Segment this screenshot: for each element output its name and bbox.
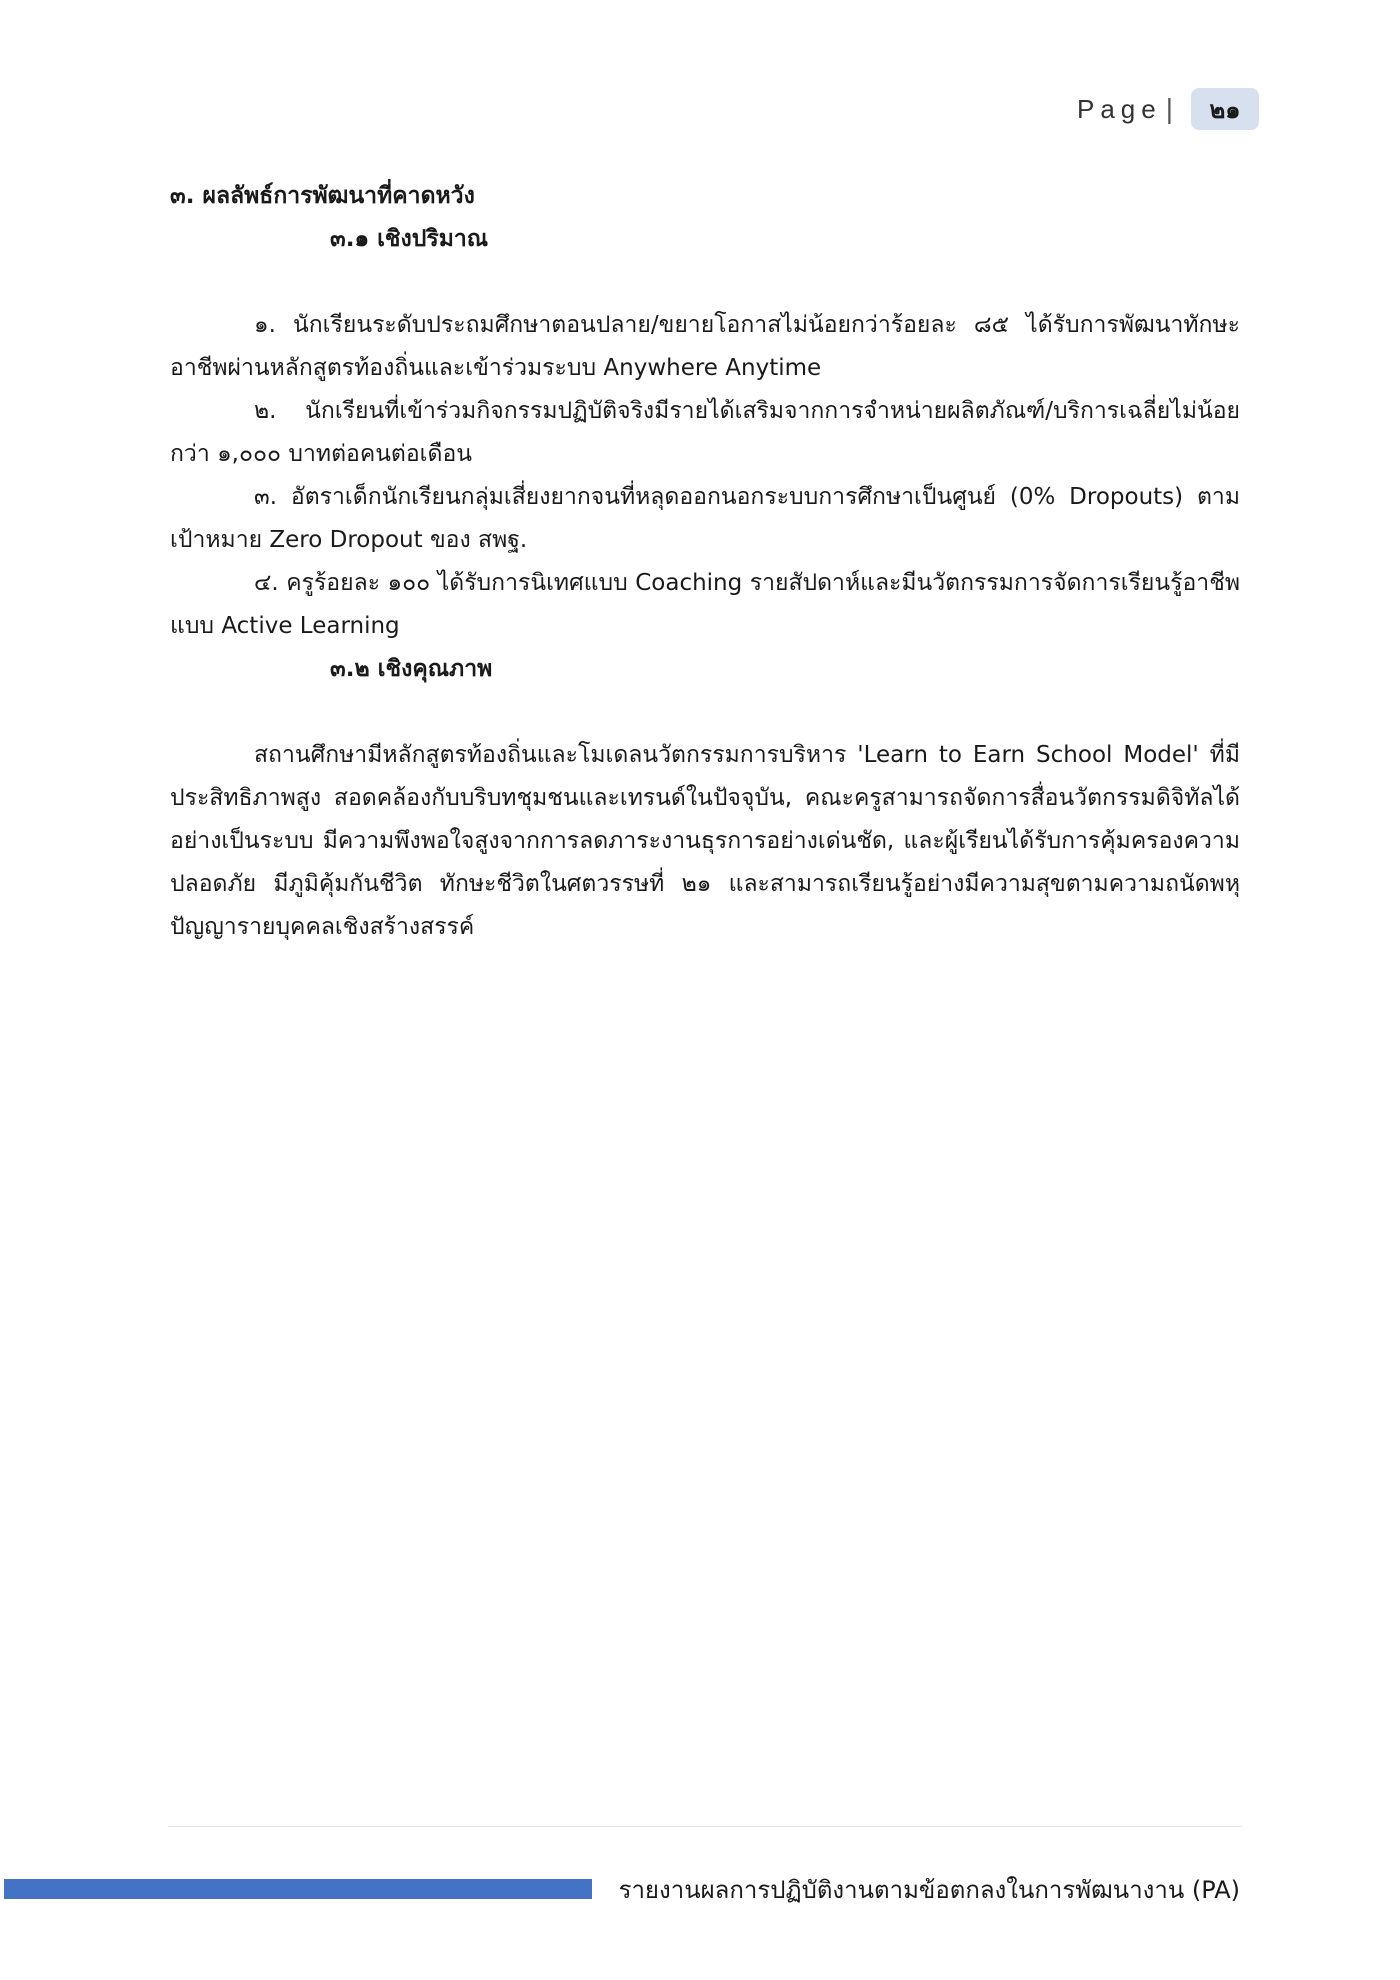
spacer bbox=[170, 691, 1240, 734]
quantitative-item-4: ๔. ครูร้อยละ ๑๐๐ ได้รับการนิเทศแบบ Coaching รายสัปดาห์และมีนวัตกรรมการจัดการเรียนรู้อาชีพแบบ Active Learning bbox=[170, 570, 1240, 639]
quantitative-item-2: ๒. นักเรียนที่เข้าร่วมกิจกรรมปฏิบัติจริงมีรายได้เสริมจากการจำหน่ายผลิตภัณฑ์/บริการเฉลี่ยไม่น้อยกว่า ๑,๐๐๐ บาทต่อคนต่อเดือน bbox=[170, 398, 1240, 467]
qualitative-paragraph: สถานศึกษามีหลักสูตรท้องถิ่นและโมเดลนวัตกรรมการบริหาร 'Learn to Earn School Model' ที่มีประสิทธิภาพสูง สอดคล้องกับบริบทชุมชนและเทรนด์ในปัจจุบัน, คณะครูสามารถจัดการสื่อนวัตกรรมดิจิทัลได้อย่างเป็นระบบ มีความพึงพอใจสูงจากการลดภาระงานธุรการอย่างเด่นชัด, และผู้เรียนได้รับการคุ้มครองความปลอดภัย มีภูมิคุ้มกันชีวิต ทักษะชีวิตในศตวรรษที่ ๒๑ และสามารถเรียนรู้อย่างมีความสุขตามความถนัดพหุปัญญารายบุคคลเชิงสร้างสรรค์ bbox=[170, 742, 1240, 940]
spacer bbox=[170, 261, 1240, 304]
quantitative-item-1: ๑. นักเรียนระดับประถมศึกษาตอนปลาย/ขยายโอกาสไม่น้อยกว่าร้อยละ ๘๕ ได้รับการพัฒนาทักษะอาชีพผ่านหลักสูตรท้องถิ่นและเข้าร่วมระบบ Anywhere Anytime bbox=[170, 312, 1240, 381]
footer-divider bbox=[168, 1826, 1242, 1827]
quantitative-item-3: ๓. อัตราเด็กนักเรียนกลุ่มเสี่ยงยากจนที่หลุดออกนอกระบบการศึกษาเป็นศูนย์ (0% Dropouts) ตามเป้าหมาย Zero Dropout ของ สพฐ. bbox=[170, 484, 1240, 553]
page-number-badge: ๒๑ bbox=[1191, 88, 1259, 130]
qualitative-heading: ๓.๒ เชิงคุณภาพ bbox=[330, 656, 493, 682]
footer-title: รายงานผลการปฏิบัติงานตามข้อตกลงในการพัฒนางาน (PA) bbox=[618, 1876, 1240, 1904]
page-header bbox=[1077, 88, 1259, 130]
page-label: Page bbox=[1076, 93, 1162, 124]
quantitative-heading: ๓.๑ เชิงปริมาณ bbox=[330, 226, 489, 252]
document-body bbox=[170, 175, 1240, 949]
footer-accent-bar bbox=[4, 1879, 592, 1899]
section-title: ๓. ผลลัพธ์การพัฒนาที่คาดหวัง bbox=[170, 183, 475, 209]
page-separator: | bbox=[1165, 93, 1173, 124]
